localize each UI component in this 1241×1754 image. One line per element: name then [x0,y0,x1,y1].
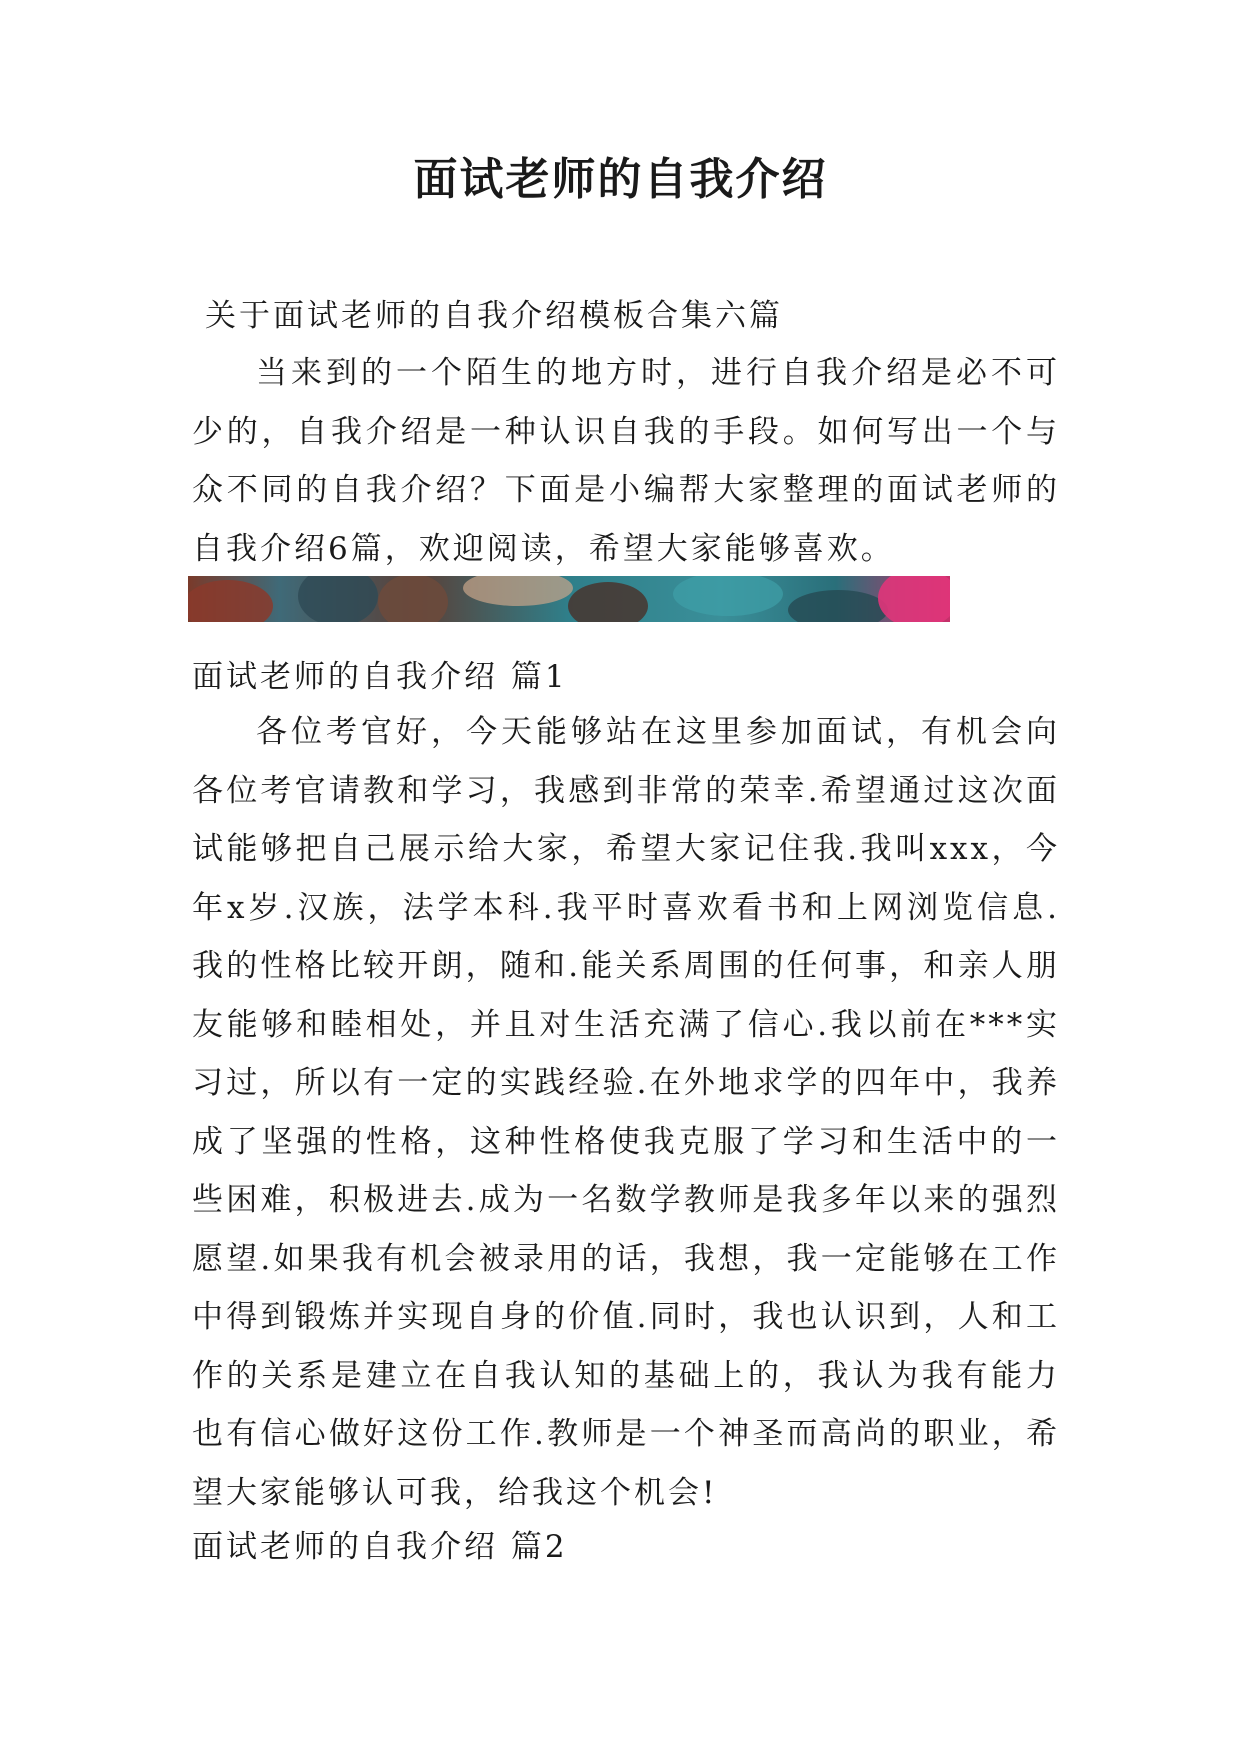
section-heading: 面试老师的自我介绍 篇1 [192,659,568,695]
section-body: 各位考官好，今天能够站在这里参加面试，有机会向各位考官请教和学习，我感到非常的荣幸.希望通过这次面试能够把自己展示给大家，希望大家记住我.我叫xxx，今年x岁.汉族，法学本科.我平时喜欢看书和上网浏览信息.我的性格比较开朗，随和.能关系周围的任何事，和亲人朋友能够和睦相处，并且对生活充满了信心.我以前在***实习过，所以有一定的实践经验.在外地求学的四年中，我养成了坚强的性格，这种性格使我克服了学习和生活中的一些困难，积极进去.成为一名数学教师是我多年以来的强烈愿望.如果我有机会被录用的话，我想，我一定能够在工作中得到锻炼并实现自身的价值.同时，我也认识到，人和工作的关系是建立在自我认知的基础上的，我认为我有能力也有信心做好这份工作.教师是一个神圣而高尚的职业，希望大家能够认可我，给我这个机会! [192,714,1060,1511]
intro-paragraph: 当来到的一个陌生的地方时，进行自我介绍是必不可少的，自我介绍是一种认识自我的手段。如何写出一个与众不同的自我介绍？下面是小编帮大家整理的面试老师的自我介绍6篇，欢迎阅读，希望大家能够喜欢。 [192,355,1060,567]
classroom-photo [188,576,950,622]
section-heading: 面试老师的自我介绍 篇2 [192,1529,568,1565]
document-title: 面试老师的自我介绍 [413,154,828,205]
document-subtitle: 关于面试老师的自我介绍模板合集六篇 [205,298,783,334]
